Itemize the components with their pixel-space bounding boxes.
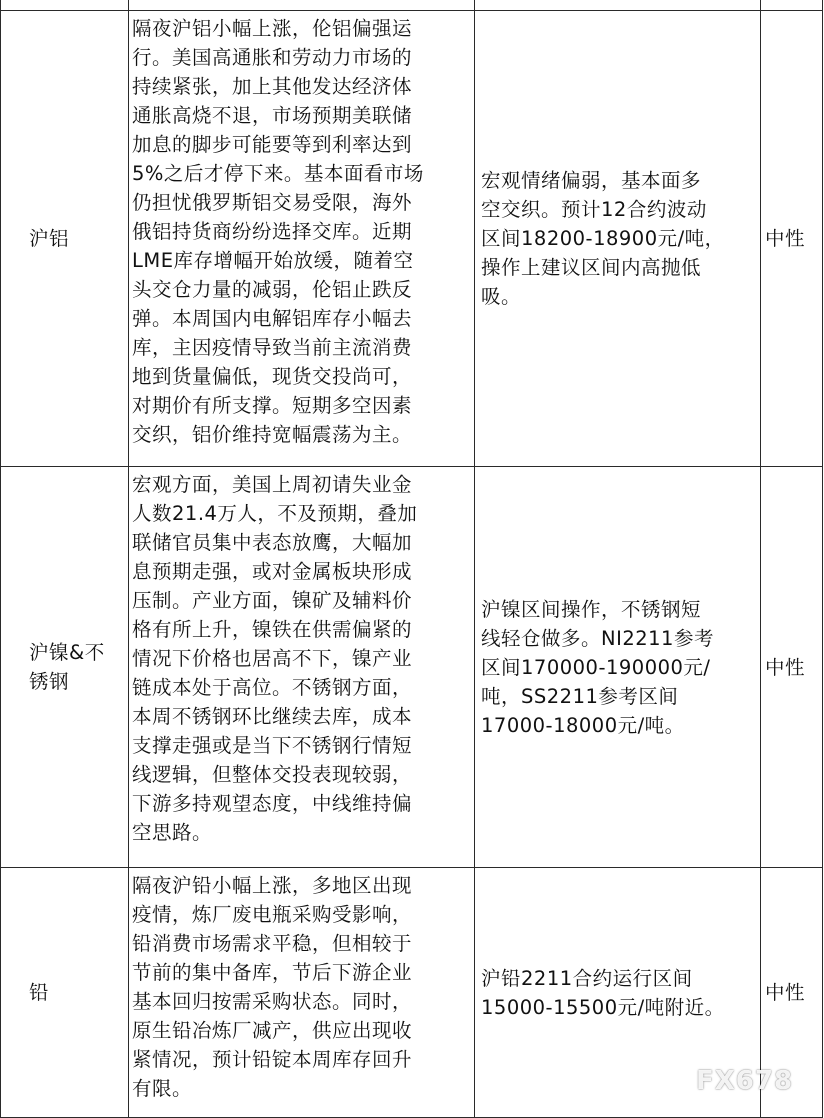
commodity-name <box>1 11 129 467</box>
top-cell <box>475 0 761 11</box>
commodity-name-text: 沪镍&不 锈钢 <box>29 641 105 693</box>
rating <box>761 467 823 868</box>
commodity-name-text: 铅 <box>29 981 50 1004</box>
strategy-view-text: 沪铅2211合约运行区间 15000-15500元/吨附近。 <box>481 966 725 1019</box>
market-analysis-text: 隔夜沪铝小幅上涨，伦铝偏强运 行。美国高通胀和劳动力市场的 持续紧张，加上其他发达经济体 通胀高烧不退，市场预期美联储 加息的脚步可能要等到利率达到 5%之后才停下来。基本面看市场 仍担忧俄罗斯铝交易受限，海外 俄铝持货商纷纷选择交库。近期 LME库存增幅开始放缓，随着空 头交仓力量的减弱，伦铝止跌反 弹。本周国内电解铝库存小幅去 库，主因疫情导致当前主流消费 地到货量偏低，现货交投尚可， 对期价有所支撑。短期多空因素 交织，铝价维持宽幅震荡为主。 <box>132 17 424 446</box>
market-analysis <box>129 11 475 467</box>
table-row <box>1 0 823 11</box>
market-analysis <box>129 868 475 1118</box>
strategy-view <box>475 11 761 467</box>
rating <box>761 11 823 467</box>
market-analysis-text: 隔夜沪铅小幅上涨，多地区出现 疫情，炼厂废电瓶采购受影响， 铅消费市场需求平稳，但相较于 节前的集中备库，节后下游企业 基本回归按需采购状态。同时， 原生铅冶炼厂减产，供应出现收 紧情况，预计铅锭本周库存回升 有限。 <box>132 874 413 1100</box>
rating-text: 中性 <box>765 655 806 679</box>
strategy-view <box>475 467 761 868</box>
market-analysis-text: 宏观方面，美国上周初请失业金 人数21.4万人，不及预期，叠加 联储官员集中表态放鹰，大幅加 息预期走强，或对金属板块形成 压制。产业方面，镍矿及辅料价 格有所上升，镍铁在供需偏紧的 情况下价格也居高不下，镍产业 链成本处于高位。不锈钢方面， 本周不锈钢环比继续去库，成本 支撑走强或是当下不锈钢行情短 线逻辑，但整体交投表现较弱， 下游多持观望态度，中线维持偏 空思路。 <box>132 473 418 844</box>
top-cell <box>761 0 823 11</box>
commodity-name <box>1 467 129 868</box>
strategy-view-text: 宏观情绪偏弱，基本面多 空交织。预计12合约波动 区间18200-18900元/吨， 操作上建议区间内高抛低 吸。 <box>481 169 725 308</box>
watermark-logo: FX678 <box>696 1066 794 1096</box>
table-row <box>1 467 823 868</box>
strategy-view-text: 沪镍区间操作，不锈钢短 线轻仓做多。NI2211参考 区间170000-190000元/ 吨，SS2211参考区间 17000-18000元/吨。 <box>481 597 714 737</box>
top-cell <box>1 0 129 11</box>
rating-text: 中性 <box>765 981 806 1004</box>
commodity-name-text: 沪铝 <box>29 227 70 250</box>
commodity-name <box>1 868 129 1118</box>
rating-text: 中性 <box>765 227 806 250</box>
top-cell <box>129 0 475 11</box>
table-row <box>1 11 823 467</box>
market-analysis <box>129 467 475 868</box>
